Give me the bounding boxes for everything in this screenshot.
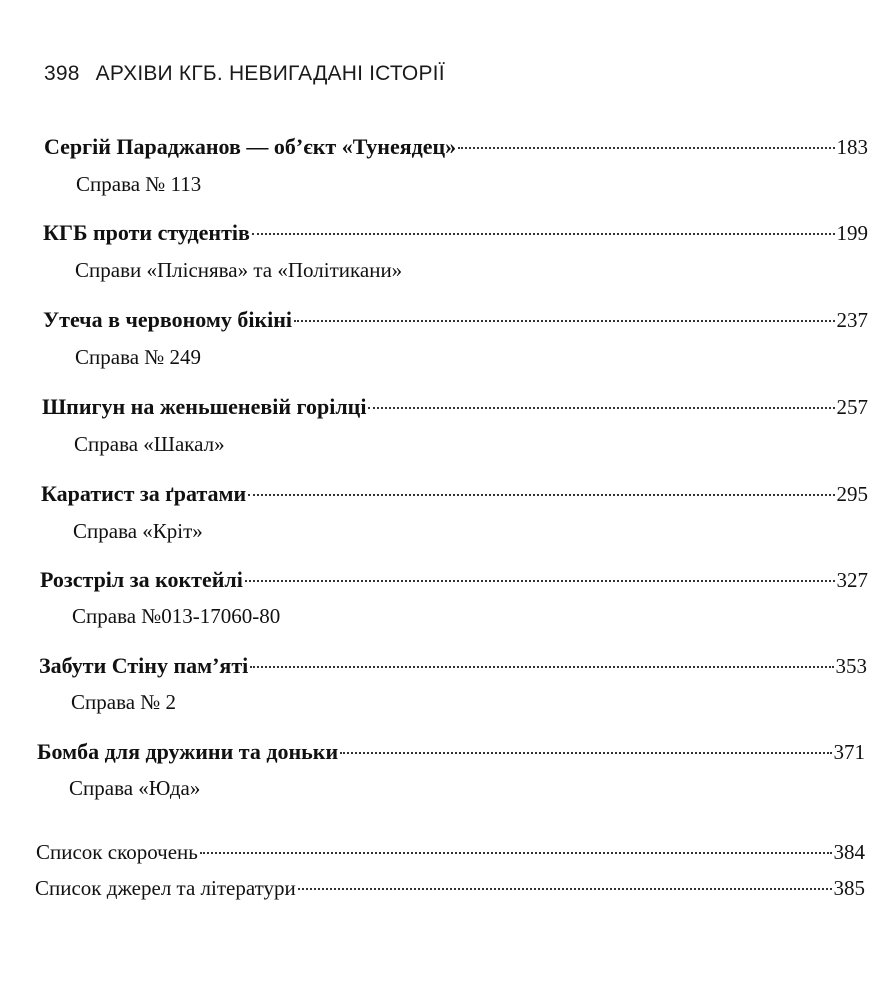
toc-entry-title-text: Бомба для дружини та доньки (37, 739, 339, 764)
dot-leader (298, 888, 832, 890)
toc-entry-title-text: Утеча в червоному бікіні (43, 307, 293, 332)
toc-appendix-title: Список скорочень (36, 840, 198, 864)
toc-entry-page: 199 (836, 221, 868, 245)
toc-entry-page: 237 (836, 308, 868, 332)
toc-entry-page: 183 (836, 135, 868, 159)
dot-leader (294, 320, 834, 322)
toc-entry-page: 257 (836, 395, 868, 419)
dot-leader (248, 494, 834, 496)
toc-entry-subtitle: Справа «Шакал» (74, 432, 225, 456)
toc-appendix-page: 385 (833, 876, 865, 900)
toc-entry-title-text: Сергій Параджанов — об’єкт «Тунеядец» (44, 134, 457, 159)
toc-entry-title (43, 220, 868, 246)
dot-leader (458, 147, 834, 149)
toc-entry-title (40, 567, 868, 593)
running-header (44, 62, 445, 86)
toc-entry-page: 371 (833, 740, 865, 764)
toc-entry-subtitle: Справа № 113 (76, 172, 202, 196)
dot-leader (245, 580, 835, 582)
toc-entry-subtitle: Справа № 2 (71, 690, 177, 714)
toc-entry-title-text: Шпигун на женьшеневій горілці (42, 394, 367, 419)
toc-appendix-page: 384 (833, 840, 865, 864)
toc-entry-subtitle: Справа «Кріт» (73, 519, 203, 543)
dot-leader (368, 407, 834, 409)
header-book-title: АРХІВИ КГБ. НЕВИГАДАНІ ІСТОРІЇ (95, 62, 445, 85)
header-page-number: 398 (44, 62, 80, 85)
dot-leader (200, 852, 832, 854)
toc-entry-page: 295 (836, 482, 868, 506)
toc-entry-title-text: Розстріл за коктейлі (40, 567, 243, 592)
toc-entry-page: 353 (835, 654, 867, 678)
toc-entry-page: 327 (836, 568, 868, 592)
toc-entry-title-text: Каратист за ґратами (41, 481, 247, 506)
dot-leader (252, 233, 835, 235)
toc-entry-title-text: Забути Стіну пам’яті (39, 653, 249, 678)
toc-entry-title (39, 653, 867, 679)
toc-entry-subtitle: Справи «Пліснява» та «Політикани» (75, 258, 403, 282)
toc-entry-title (41, 481, 868, 507)
toc-entry-subtitle: Справа «Юда» (69, 776, 201, 800)
toc-entry-title-text: КГБ проти студентів (43, 220, 250, 245)
toc-appendix-entry (35, 876, 865, 901)
toc-appendix-title: Список джерел та літератури (35, 876, 296, 900)
toc-entry-subtitle: Справа № 249 (75, 345, 202, 369)
toc-appendix-entry (36, 840, 865, 865)
dot-leader (340, 752, 831, 754)
dot-leader (250, 666, 833, 668)
toc-entry-title (42, 394, 868, 420)
toc-entry-title (37, 739, 865, 765)
toc-entry-title (43, 307, 868, 333)
toc-entry-title (44, 134, 868, 160)
toc-entry-subtitle: Справа №013-17060-80 (72, 604, 281, 628)
